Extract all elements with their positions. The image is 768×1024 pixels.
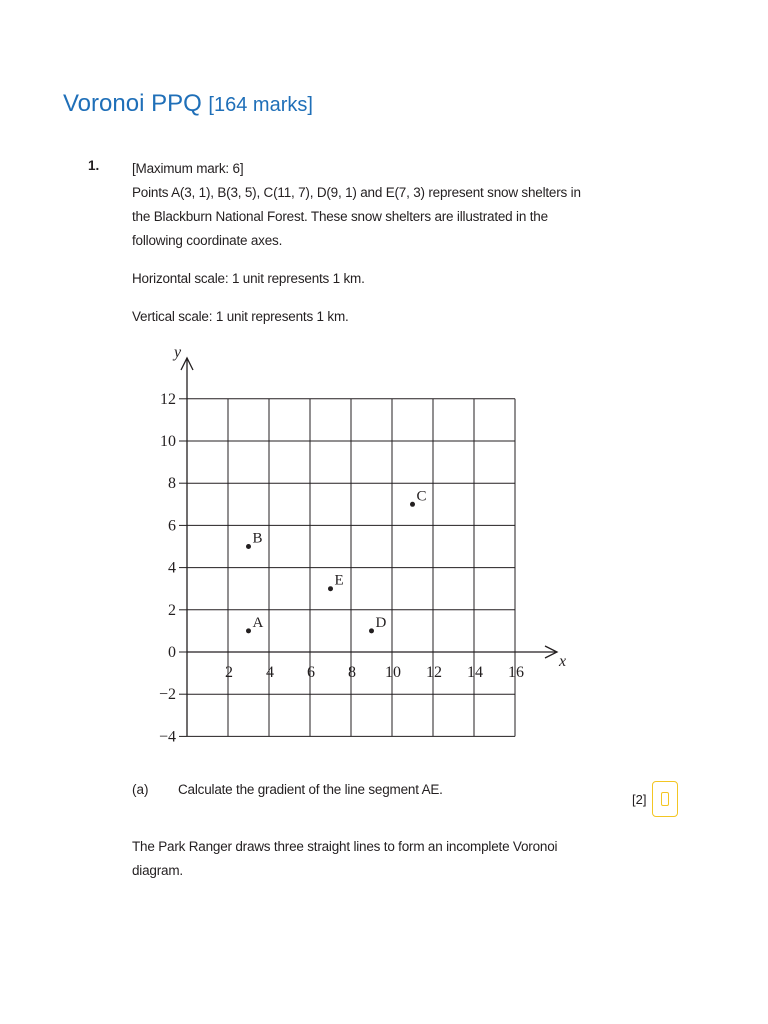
- page-title: [63, 90, 313, 118]
- y-tick-label: 2: [168, 601, 176, 619]
- y-tick-label: −4: [158, 728, 176, 746]
- x-tick-label: 14: [467, 664, 483, 681]
- point-b: [246, 544, 251, 549]
- y-tick-label: 6: [168, 517, 176, 535]
- part-a-label: (a): [132, 782, 149, 797]
- title-text: Voronoi PPQ: [63, 90, 202, 117]
- coordinate-chart: [140, 340, 580, 760]
- x-tick-label: 10: [385, 664, 401, 681]
- answer-box-icon[interactable]: [652, 781, 678, 817]
- point-e: [328, 586, 333, 591]
- point-label-b: B: [252, 530, 263, 547]
- part-a-text: Calculate the gradient of the line segment AE.: [178, 782, 443, 797]
- horizontal-scale: Horizontal scale: 1 unit represents 1 km.: [132, 271, 365, 286]
- paragraph-voronoi: The Park Ranger draws three straight lines to form an incomplete Voronoi diagram.: [132, 839, 558, 878]
- y-tick-label: 4: [168, 559, 176, 577]
- part-a-marks: [2]: [632, 792, 647, 807]
- max-mark: [Maximum mark: 6]: [132, 161, 244, 176]
- y-axis-label: y: [174, 344, 182, 361]
- vertical-scale: Vertical scale: 1 unit represents 1 km.: [132, 309, 349, 324]
- x-tick-label: 2: [225, 664, 233, 681]
- y-tick-label: −2: [158, 686, 176, 704]
- x-tick-label: 8: [348, 664, 356, 681]
- question-number: 1.: [88, 158, 100, 173]
- question-body: [132, 157, 602, 329]
- point-label-e: E: [334, 572, 344, 589]
- x-tick-label: 6: [307, 664, 315, 681]
- point-c: [410, 502, 415, 507]
- x-axis-label: x: [559, 653, 567, 670]
- title-marks: [164 marks]: [208, 94, 313, 116]
- point-label-a: A: [252, 614, 264, 631]
- answer-glyph-icon: [661, 792, 669, 806]
- x-tick-label: 12: [426, 664, 442, 681]
- point-d: [369, 628, 374, 633]
- point-a: [246, 628, 251, 633]
- point-label-d: D: [375, 614, 387, 631]
- x-tick-label: 4: [266, 664, 274, 681]
- y-tick-label: 0: [168, 644, 176, 661]
- point-label-c: C: [416, 488, 427, 505]
- y-tick-label: 10: [160, 433, 176, 450]
- question-intro: Points A(3, 1), B(3, 5), C(11, 7), D(9, 1) and E(7, 3) represent snow shelters in the Blackburn National Forest. These snow shelters are illustrated in the following coordinate axes.: [132, 185, 581, 248]
- y-tick-label: 8: [168, 475, 176, 493]
- x-tick-label: 16: [508, 664, 524, 681]
- y-tick-label: 12: [160, 390, 176, 408]
